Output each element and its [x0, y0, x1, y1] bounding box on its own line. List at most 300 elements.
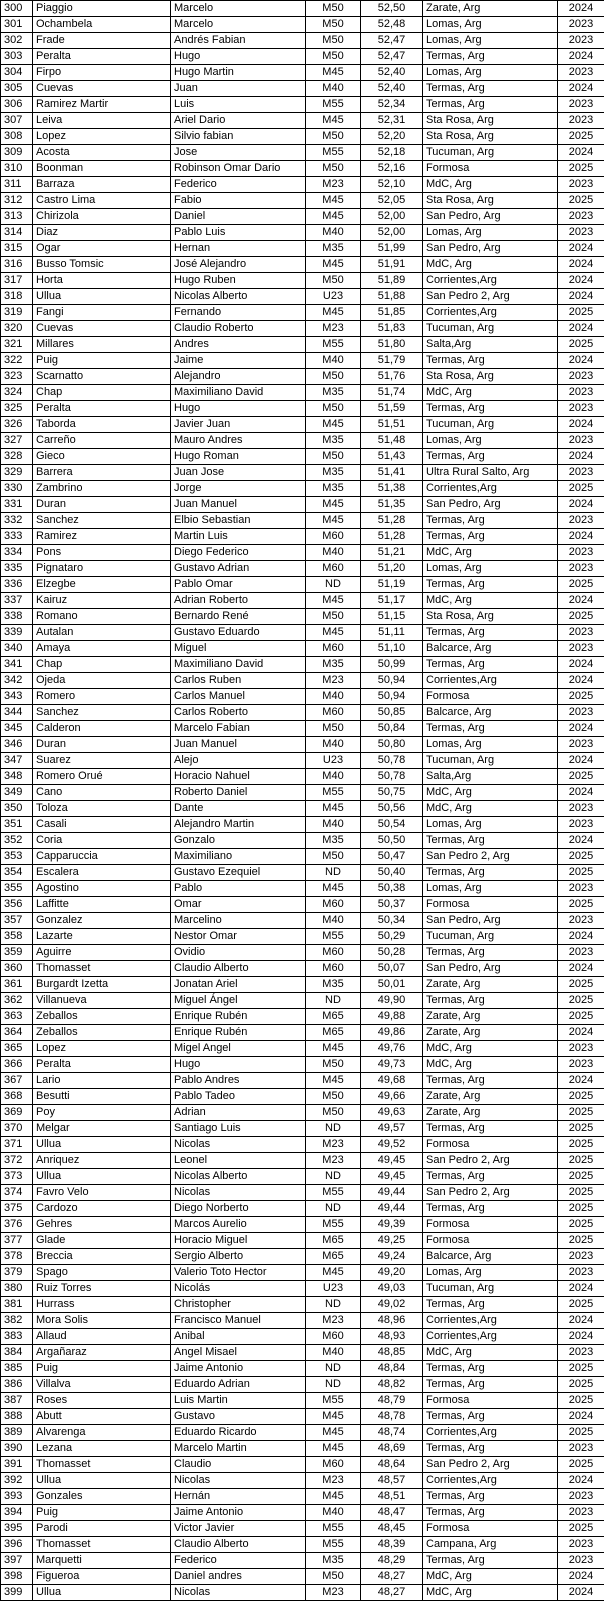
location-cell: Lomas, Arg	[423, 561, 558, 577]
first-name-cell: Luis	[171, 97, 306, 113]
year-cell: 2024	[558, 529, 604, 545]
rank-cell: 359	[1, 945, 33, 961]
year-cell: 2024	[558, 1569, 604, 1585]
score-cell: 48,45	[361, 1521, 423, 1537]
year-cell: 2025	[558, 1009, 604, 1025]
location-cell: Sta Rosa, Arg	[423, 129, 558, 145]
table-row	[1, 337, 604, 353]
category-cell: M50	[306, 273, 361, 289]
location-cell: Termas, Arg	[423, 721, 558, 737]
category-cell: M65	[306, 1249, 361, 1265]
category-cell: M50	[306, 1, 361, 17]
rank-cell: 395	[1, 1521, 33, 1537]
rank-cell: 389	[1, 1425, 33, 1441]
year-cell: 2024	[558, 1313, 604, 1329]
category-cell: M50	[306, 609, 361, 625]
score-cell: 49,02	[361, 1297, 423, 1313]
score-cell: 49,44	[361, 1201, 423, 1217]
category-cell: M45	[306, 257, 361, 273]
last-name-cell: Peralta	[33, 401, 171, 417]
location-cell: Termas, Arg	[423, 625, 558, 641]
table-row	[1, 113, 604, 129]
score-cell: 49,20	[361, 1265, 423, 1281]
first-name-cell: Silvio fabian	[171, 129, 306, 145]
last-name-cell: Pons	[33, 545, 171, 561]
category-cell: M55	[306, 337, 361, 353]
rank-cell: 336	[1, 577, 33, 593]
score-cell: 51,89	[361, 273, 423, 289]
location-cell: Termas, Arg	[423, 1489, 558, 1505]
score-cell: 51,11	[361, 625, 423, 641]
score-cell: 49,52	[361, 1137, 423, 1153]
last-name-cell: Horta	[33, 273, 171, 289]
first-name-cell: Hugo	[171, 401, 306, 417]
score-cell: 52,50	[361, 1, 423, 17]
category-cell: U23	[306, 1281, 361, 1297]
rank-cell: 315	[1, 241, 33, 257]
last-name-cell: Ruiz Torres	[33, 1281, 171, 1297]
category-cell: M50	[306, 49, 361, 65]
location-cell: Termas, Arg	[423, 1201, 558, 1217]
location-cell: Termas, Arg	[423, 1169, 558, 1185]
score-cell: 48,39	[361, 1537, 423, 1553]
location-cell: Tucuman, Arg	[423, 929, 558, 945]
year-cell: 2023	[558, 1249, 604, 1265]
rank-cell: 333	[1, 529, 33, 545]
category-cell: M45	[306, 801, 361, 817]
year-cell: 2023	[558, 385, 604, 401]
rank-cell: 374	[1, 1185, 33, 1201]
location-cell: Salta,Arg	[423, 769, 558, 785]
category-cell: M45	[306, 417, 361, 433]
table-row	[1, 1, 604, 17]
table-row	[1, 737, 604, 753]
location-cell: Formosa	[423, 1217, 558, 1233]
category-cell: M60	[306, 705, 361, 721]
rank-cell: 316	[1, 257, 33, 273]
location-cell: Termas, Arg	[423, 81, 558, 97]
location-cell: MdC, Arg	[423, 257, 558, 273]
location-cell: MdC, Arg	[423, 177, 558, 193]
last-name-cell: Aguirre	[33, 945, 171, 961]
rank-cell: 319	[1, 305, 33, 321]
table-row	[1, 593, 604, 609]
category-cell: U23	[306, 753, 361, 769]
location-cell: Formosa	[423, 1233, 558, 1249]
score-cell: 51,48	[361, 433, 423, 449]
location-cell: Zarate, Arg	[423, 1025, 558, 1041]
last-name-cell: Firpo	[33, 65, 171, 81]
table-row	[1, 1073, 604, 1089]
location-cell: MdC, Arg	[423, 785, 558, 801]
last-name-cell: Zambrino	[33, 481, 171, 497]
location-cell: MdC, Arg	[423, 1041, 558, 1057]
category-cell: M50	[306, 1105, 361, 1121]
score-cell: 51,85	[361, 305, 423, 321]
first-name-cell: Nicolas	[171, 1185, 306, 1201]
category-cell: M60	[306, 641, 361, 657]
location-cell: Termas, Arg	[423, 529, 558, 545]
year-cell: 2023	[558, 625, 604, 641]
last-name-cell: Coria	[33, 833, 171, 849]
category-cell: M45	[306, 113, 361, 129]
first-name-cell: Jaime	[171, 353, 306, 369]
last-name-cell: Casali	[33, 817, 171, 833]
category-cell: ND	[306, 1201, 361, 1217]
rank-cell: 331	[1, 497, 33, 513]
location-cell: Termas, Arg	[423, 993, 558, 1009]
table-row	[1, 81, 604, 97]
score-cell: 48,85	[361, 1345, 423, 1361]
table-row	[1, 1025, 604, 1041]
rank-cell: 339	[1, 625, 33, 641]
first-name-cell: Fabio	[171, 193, 306, 209]
rank-cell: 367	[1, 1073, 33, 1089]
category-cell: M45	[306, 65, 361, 81]
rank-cell: 368	[1, 1089, 33, 1105]
last-name-cell: Chap	[33, 657, 171, 673]
year-cell: 2025	[558, 609, 604, 625]
score-cell: 51,83	[361, 321, 423, 337]
location-cell: Termas, Arg	[423, 1121, 558, 1137]
year-cell: 2024	[558, 673, 604, 689]
table-row	[1, 1105, 604, 1121]
first-name-cell: Federico	[171, 1553, 306, 1569]
first-name-cell: Jaime Antonio	[171, 1505, 306, 1521]
location-cell: Zarate, Arg	[423, 1105, 558, 1121]
last-name-cell: Lopez	[33, 1041, 171, 1057]
first-name-cell: Nicolás	[171, 1281, 306, 1297]
table-row	[1, 529, 604, 545]
rank-cell: 399	[1, 1585, 33, 1601]
category-cell: M60	[306, 945, 361, 961]
category-cell: M55	[306, 145, 361, 161]
category-cell: M40	[306, 769, 361, 785]
year-cell: 2024	[558, 81, 604, 97]
category-cell: M35	[306, 977, 361, 993]
table-row	[1, 369, 604, 385]
rank-cell: 358	[1, 929, 33, 945]
score-cell: 50,80	[361, 737, 423, 753]
table-row	[1, 305, 604, 321]
last-name-cell: Thomasset	[33, 1537, 171, 1553]
first-name-cell: Maximiliano David	[171, 657, 306, 673]
first-name-cell: Horacio Miguel	[171, 1233, 306, 1249]
location-cell: Lomas, Arg	[423, 433, 558, 449]
first-name-cell: Omar	[171, 897, 306, 913]
last-name-cell: Carreño	[33, 433, 171, 449]
table-row	[1, 289, 604, 305]
first-name-cell: Pablo Tadeo	[171, 1089, 306, 1105]
year-cell: 2023	[558, 1441, 604, 1457]
year-cell: 2023	[558, 1505, 604, 1521]
rank-cell: 307	[1, 113, 33, 129]
table-row	[1, 849, 604, 865]
table-row	[1, 1521, 604, 1537]
year-cell: 2024	[558, 417, 604, 433]
first-name-cell: Pablo Luis	[171, 225, 306, 241]
last-name-cell: Ogar	[33, 241, 171, 257]
rank-cell: 311	[1, 177, 33, 193]
year-cell: 2025	[558, 1457, 604, 1473]
year-cell: 2024	[558, 593, 604, 609]
score-cell: 49,66	[361, 1089, 423, 1105]
first-name-cell: Alejandro	[171, 369, 306, 385]
rank-cell: 351	[1, 817, 33, 833]
rank-cell: 369	[1, 1105, 33, 1121]
location-cell: Corrientes,Arg	[423, 673, 558, 689]
score-cell: 48,47	[361, 1505, 423, 1521]
last-name-cell: Zeballos	[33, 1025, 171, 1041]
location-cell: Tucuman, Arg	[423, 753, 558, 769]
year-cell: 2024	[558, 1025, 604, 1041]
year-cell: 2024	[558, 721, 604, 737]
year-cell: 2023	[558, 705, 604, 721]
first-name-cell: Gustavo	[171, 1409, 306, 1425]
first-name-cell: Hugo Ruben	[171, 273, 306, 289]
rank-cell: 312	[1, 193, 33, 209]
score-cell: 50,75	[361, 785, 423, 801]
year-cell: 2024	[558, 1281, 604, 1297]
category-cell: M50	[306, 161, 361, 177]
last-name-cell: Thomasset	[33, 961, 171, 977]
rank-cell: 313	[1, 209, 33, 225]
last-name-cell: Lario	[33, 1073, 171, 1089]
location-cell: Salta,Arg	[423, 337, 558, 353]
category-cell: M40	[306, 1505, 361, 1521]
score-cell: 49,24	[361, 1249, 423, 1265]
category-cell: M45	[306, 1041, 361, 1057]
year-cell: 2025	[558, 1137, 604, 1153]
last-name-cell: Favro Velo	[33, 1185, 171, 1201]
location-cell: Corrientes,Arg	[423, 1425, 558, 1441]
last-name-cell: Ochambela	[33, 17, 171, 33]
year-cell: 2024	[558, 1473, 604, 1489]
table-row	[1, 865, 604, 881]
rank-cell: 332	[1, 513, 33, 529]
year-cell: 2025	[558, 1521, 604, 1537]
category-cell: M45	[306, 513, 361, 529]
last-name-cell: Romero	[33, 689, 171, 705]
rank-cell: 373	[1, 1169, 33, 1185]
location-cell: MdC, Arg	[423, 1569, 558, 1585]
last-name-cell: Millares	[33, 337, 171, 353]
last-name-cell: Pignataro	[33, 561, 171, 577]
category-cell: M45	[306, 1265, 361, 1281]
last-name-cell: Spago	[33, 1265, 171, 1281]
category-cell: M55	[306, 1217, 361, 1233]
rank-cell: 350	[1, 801, 33, 817]
first-name-cell: Valerio Toto Hector	[171, 1265, 306, 1281]
score-cell: 48,93	[361, 1329, 423, 1345]
last-name-cell: Toloza	[33, 801, 171, 817]
first-name-cell: Jose	[171, 145, 306, 161]
table-row	[1, 1041, 604, 1057]
score-cell: 50,34	[361, 913, 423, 929]
first-name-cell: Migel Angel	[171, 1041, 306, 1057]
rank-cell: 354	[1, 865, 33, 881]
last-name-cell: Duran	[33, 737, 171, 753]
score-cell: 50,01	[361, 977, 423, 993]
location-cell: Termas, Arg	[423, 577, 558, 593]
first-name-cell: Horacio Nahuel	[171, 769, 306, 785]
category-cell: M45	[306, 625, 361, 641]
score-cell: 52,48	[361, 17, 423, 33]
score-cell: 49,57	[361, 1121, 423, 1137]
category-cell: M35	[306, 385, 361, 401]
last-name-cell: Ramirez Martir	[33, 97, 171, 113]
last-name-cell: Scarnatto	[33, 369, 171, 385]
location-cell: Termas, Arg	[423, 97, 558, 113]
last-name-cell: Abutt	[33, 1409, 171, 1425]
table-row	[1, 785, 604, 801]
rank-cell: 329	[1, 465, 33, 481]
last-name-cell: Peralta	[33, 49, 171, 65]
year-cell: 2025	[558, 1201, 604, 1217]
score-cell: 51,20	[361, 561, 423, 577]
rank-cell: 310	[1, 161, 33, 177]
year-cell: 2024	[558, 961, 604, 977]
category-cell: M45	[306, 593, 361, 609]
score-cell: 51,88	[361, 289, 423, 305]
category-cell: ND	[306, 1361, 361, 1377]
year-cell: 2024	[558, 1585, 604, 1601]
year-cell: 2023	[558, 17, 604, 33]
table-row	[1, 97, 604, 113]
category-cell: ND	[306, 993, 361, 1009]
year-cell: 2023	[558, 369, 604, 385]
last-name-cell: Mora Solis	[33, 1313, 171, 1329]
score-cell: 51,74	[361, 385, 423, 401]
location-cell: Termas, Arg	[423, 513, 558, 529]
table-row	[1, 721, 604, 737]
last-name-cell: Parodi	[33, 1521, 171, 1537]
location-cell: Sta Rosa, Arg	[423, 369, 558, 385]
first-name-cell: Marcelo Martin	[171, 1441, 306, 1457]
last-name-cell: Peralta	[33, 1057, 171, 1073]
last-name-cell: Lazarte	[33, 929, 171, 945]
score-cell: 52,31	[361, 113, 423, 129]
location-cell: San Pedro, Arg	[423, 209, 558, 225]
rank-cell: 321	[1, 337, 33, 353]
score-cell: 51,51	[361, 417, 423, 433]
location-cell: Termas, Arg	[423, 1377, 558, 1393]
score-cell: 48,27	[361, 1585, 423, 1601]
table-row	[1, 817, 604, 833]
table-row	[1, 1233, 604, 1249]
category-cell: M40	[306, 81, 361, 97]
location-cell: Formosa	[423, 161, 558, 177]
category-cell: M60	[306, 897, 361, 913]
last-name-cell: Gieco	[33, 449, 171, 465]
first-name-cell: Dante	[171, 801, 306, 817]
year-cell: 2023	[558, 65, 604, 81]
table-row	[1, 545, 604, 561]
category-cell: M23	[306, 673, 361, 689]
last-name-cell: Agostino	[33, 881, 171, 897]
last-name-cell: Capparuccia	[33, 849, 171, 865]
score-cell: 49,39	[361, 1217, 423, 1233]
table-row	[1, 1121, 604, 1137]
rank-cell: 362	[1, 993, 33, 1009]
category-cell: M40	[306, 689, 361, 705]
table-row	[1, 1313, 604, 1329]
year-cell: 2023	[558, 641, 604, 657]
first-name-cell: Claudio	[171, 1457, 306, 1473]
last-name-cell: Melgar	[33, 1121, 171, 1137]
location-cell: Corrientes,Arg	[423, 481, 558, 497]
table-row	[1, 17, 604, 33]
first-name-cell: Daniel	[171, 209, 306, 225]
location-cell: Termas, Arg	[423, 1505, 558, 1521]
year-cell: 2025	[558, 161, 604, 177]
rank-cell: 342	[1, 673, 33, 689]
rank-cell: 347	[1, 753, 33, 769]
year-cell: 2025	[558, 849, 604, 865]
rank-cell: 363	[1, 1009, 33, 1025]
category-cell: M23	[306, 1473, 361, 1489]
table-row	[1, 993, 604, 1009]
rank-cell: 344	[1, 705, 33, 721]
location-cell: Lomas, Arg	[423, 1265, 558, 1281]
rank-cell: 330	[1, 481, 33, 497]
last-name-cell: Boonman	[33, 161, 171, 177]
category-cell: ND	[306, 1169, 361, 1185]
year-cell: 2023	[558, 177, 604, 193]
location-cell: Zarate, Arg	[423, 977, 558, 993]
category-cell: M40	[306, 225, 361, 241]
category-cell: M23	[306, 177, 361, 193]
year-cell: 2023	[558, 737, 604, 753]
last-name-cell: Castro Lima	[33, 193, 171, 209]
category-cell: M45	[306, 1425, 361, 1441]
first-name-cell: Hernan	[171, 241, 306, 257]
first-name-cell: Maximiliano	[171, 849, 306, 865]
year-cell: 2025	[558, 1425, 604, 1441]
first-name-cell: Marcelino	[171, 913, 306, 929]
category-cell: M60	[306, 561, 361, 577]
rank-cell: 335	[1, 561, 33, 577]
table-row	[1, 881, 604, 897]
rank-cell: 387	[1, 1393, 33, 1409]
table-row	[1, 1585, 604, 1601]
score-cell: 49,25	[361, 1233, 423, 1249]
last-name-cell: Figueroa	[33, 1569, 171, 1585]
rank-cell: 305	[1, 81, 33, 97]
category-cell: M23	[306, 1153, 361, 1169]
table-row	[1, 561, 604, 577]
year-cell: 2023	[558, 225, 604, 241]
year-cell: 2025	[558, 337, 604, 353]
first-name-cell: Ovidio	[171, 945, 306, 961]
first-name-cell: Federico	[171, 177, 306, 193]
last-name-cell: Chirizola	[33, 209, 171, 225]
last-name-cell: Hurrass	[33, 1297, 171, 1313]
rank-cell: 352	[1, 833, 33, 849]
rank-cell: 303	[1, 49, 33, 65]
score-cell: 49,68	[361, 1073, 423, 1089]
last-name-cell: Lezana	[33, 1441, 171, 1457]
first-name-cell: Bernardo René	[171, 609, 306, 625]
first-name-cell: Adrian Roberto	[171, 593, 306, 609]
year-cell: 2025	[558, 129, 604, 145]
table-row	[1, 1057, 604, 1073]
location-cell: Lomas, Arg	[423, 65, 558, 81]
location-cell: San Pedro, Arg	[423, 913, 558, 929]
category-cell: M50	[306, 1057, 361, 1073]
last-name-cell: Duran	[33, 497, 171, 513]
score-cell: 52,20	[361, 129, 423, 145]
